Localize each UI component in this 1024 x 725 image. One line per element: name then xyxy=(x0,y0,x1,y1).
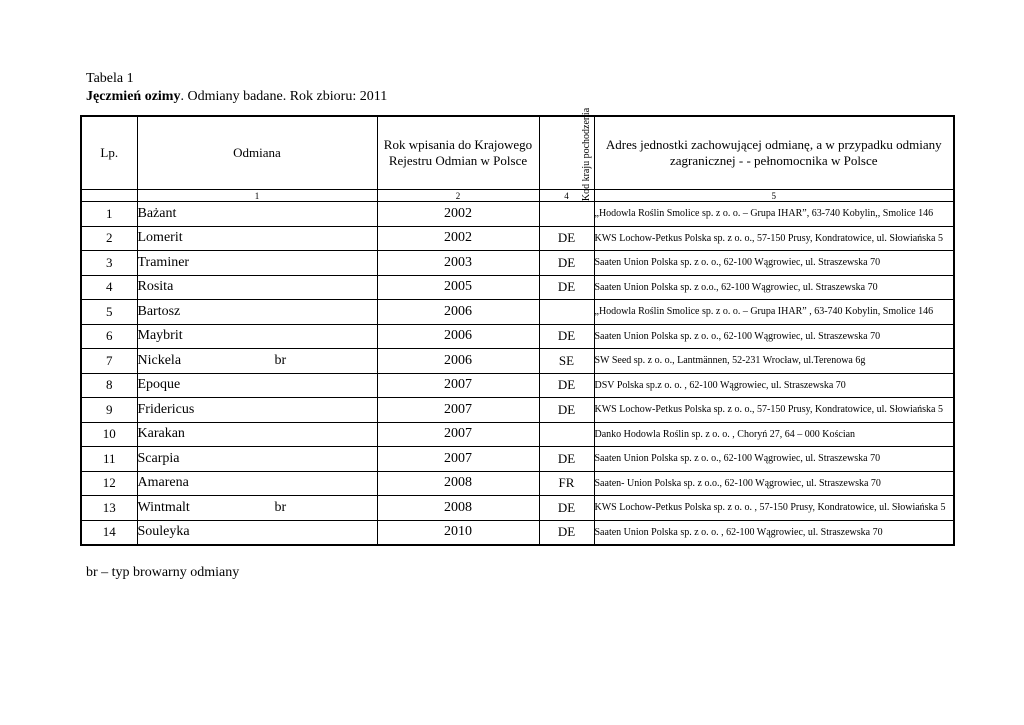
registration-year: 2003 xyxy=(377,251,539,276)
table-row xyxy=(81,300,954,325)
registration-year: 2008 xyxy=(377,471,539,496)
header-year: Rok wpisania do Krajowego Rejestru Odmian w Polsce xyxy=(377,116,539,190)
variety-name: Nickela xyxy=(137,352,182,368)
header-row xyxy=(81,116,954,190)
table-row xyxy=(81,202,954,227)
footnote: br – typ browarny odmiany xyxy=(86,565,240,580)
header-lp: Lp. xyxy=(81,116,137,190)
variety-name: Bażant xyxy=(137,205,177,221)
maintainer-address: KWS Lochow-Petkus Polska sp. z o. o., 57-150 Prusy, Kondratowice, ul. Słowiańska 5 xyxy=(594,226,954,251)
variety-cell xyxy=(137,251,377,276)
registration-year: 2002 xyxy=(377,202,539,227)
column-number-row xyxy=(81,190,954,202)
maintainer-address: „Hodowla Roślin Smolice sp. z o. o. – Grupa IHAR”, 63-740 Kobylin,, Smolice 146 xyxy=(594,202,954,227)
header-country-code xyxy=(539,107,594,202)
row-number: 1 xyxy=(81,202,137,227)
maintainer-address: Saaten Union Polska sp. z o.o., 62-100 Wągrowiec, ul. Straszewska 70 xyxy=(594,275,954,300)
column-number: 5 xyxy=(594,190,954,202)
table-row xyxy=(81,275,954,300)
table-label: Tabela 1 xyxy=(86,71,134,86)
column-number: 2 xyxy=(377,190,539,202)
country-code: FR xyxy=(539,471,594,496)
maintainer-address: KWS Lochow-Petkus Polska sp. z o. o. , 57-150 Prusy, Kondratowice, ul. Słowiańska 5 xyxy=(594,496,954,521)
maintainer-address: SW Seed sp. z o. o., Lantmännen, 52-231 Wrocław, ul.Terenowa 6g xyxy=(594,349,954,374)
country-code: SE xyxy=(539,349,594,374)
header-country-code-text: Kod kraju pochodzenia xyxy=(580,107,592,202)
registration-year: 2007 xyxy=(377,422,539,447)
maintainer-address: „Hodowla Roślin Smolice sp. z o. o. – Grupa IHAR” , 63-740 Kobylin, Smolice 146 xyxy=(594,300,954,325)
country-code: DE xyxy=(539,373,594,398)
table-title xyxy=(86,88,387,106)
column-number: 4 xyxy=(539,190,594,202)
table-row xyxy=(81,349,954,374)
maintainer-address: Saaten Union Polska sp. z o. o. , 62-100 Wągrowiec, ul. Straszewska 70 xyxy=(594,520,954,545)
registration-year: 2010 xyxy=(377,520,539,545)
registration-year: 2005 xyxy=(377,275,539,300)
table-row xyxy=(81,520,954,545)
variety-cell xyxy=(137,520,377,545)
table-row xyxy=(81,496,954,521)
country-code xyxy=(539,422,594,447)
variety-cell xyxy=(137,324,377,349)
table-row xyxy=(81,324,954,349)
column-number: 1 xyxy=(137,190,377,202)
table-row xyxy=(81,398,954,423)
table-row xyxy=(81,251,954,276)
table-row xyxy=(81,226,954,251)
header-variety: Odmiana xyxy=(137,116,377,190)
registration-year: 2006 xyxy=(377,349,539,374)
country-code: DE xyxy=(539,447,594,472)
country-code xyxy=(539,202,594,227)
row-number: 2 xyxy=(81,226,137,251)
maintainer-address: Saaten Union Polska sp. z o. o., 62-100 Wągrowiec, ul. Straszewska 70 xyxy=(594,251,954,276)
variety-name: Wintmalt xyxy=(137,499,190,515)
variety-cell xyxy=(137,447,377,472)
country-code: DE xyxy=(539,251,594,276)
country-code: DE xyxy=(539,275,594,300)
maintainer-address: Saaten- Union Polska sp. z o.o., 62-100 Wągrowiec, ul. Straszewska 70 xyxy=(594,471,954,496)
table-row xyxy=(81,447,954,472)
row-number: 6 xyxy=(81,324,137,349)
maintainer-address: Saaten Union Polska sp. z o. o., 62-100 Wągrowiec, ul. Straszewska 70 xyxy=(594,447,954,472)
table-row xyxy=(81,373,954,398)
row-number: 11 xyxy=(81,447,137,472)
table-row xyxy=(81,422,954,447)
registration-year: 2007 xyxy=(377,373,539,398)
registration-year: 2007 xyxy=(377,398,539,423)
table-row xyxy=(81,471,954,496)
row-number: 12 xyxy=(81,471,137,496)
table-caption xyxy=(86,70,387,106)
row-number: 13 xyxy=(81,496,137,521)
row-number: 8 xyxy=(81,373,137,398)
variety-name: Scarpia xyxy=(137,450,180,466)
variety-name: Souleyka xyxy=(137,524,190,540)
variety-cell xyxy=(137,471,377,496)
registration-year: 2002 xyxy=(377,226,539,251)
registration-year: 2006 xyxy=(377,300,539,325)
column-number-blank xyxy=(81,190,137,202)
variety-cell xyxy=(137,202,377,227)
variety-name: Rosita xyxy=(137,279,174,295)
country-code: DE xyxy=(539,520,594,545)
registration-year: 2006 xyxy=(377,324,539,349)
variety-name: Maybrit xyxy=(137,328,183,344)
country-code: DE xyxy=(539,496,594,521)
variety-name: Lomerit xyxy=(137,230,183,246)
header-address: Adres jednostki zachowującej odmianę, a w przypadku odmiany zagranicznej - - pełnomocnika w Polsce xyxy=(594,116,954,190)
registration-year: 2007 xyxy=(377,447,539,472)
maintainer-address: DSV Polska sp.z o. o. , 62-100 Wągrowiec, ul. Straszewska 70 xyxy=(594,373,954,398)
country-code: DE xyxy=(539,226,594,251)
variety-cell xyxy=(137,349,377,374)
registration-year: 2008 xyxy=(377,496,539,521)
row-number: 7 xyxy=(81,349,137,374)
variety-type: br xyxy=(274,499,287,515)
table-subtitle: . Odmiany badane. Rok zbioru: 2011 xyxy=(180,89,388,104)
variety-cell xyxy=(137,496,377,521)
variety-cell xyxy=(137,398,377,423)
maintainer-address: KWS Lochow-Petkus Polska sp. z o. o., 57-150 Prusy, Kondratowice, ul. Słowiańska 5 xyxy=(594,398,954,423)
variety-cell xyxy=(137,373,377,398)
country-code: DE xyxy=(539,324,594,349)
maintainer-address: Saaten Union Polska sp. z o. o., 62-100 Wągrowiec, ul. Straszewska 70 xyxy=(594,324,954,349)
variety-name: Traminer xyxy=(137,254,190,270)
country-code xyxy=(539,300,594,325)
row-number: 3 xyxy=(81,251,137,276)
variety-register-table xyxy=(80,107,955,546)
country-code: DE xyxy=(539,398,594,423)
variety-cell xyxy=(137,300,377,325)
variety-type: br xyxy=(274,352,287,368)
variety-cell xyxy=(137,422,377,447)
row-number: 5 xyxy=(81,300,137,325)
row-number: 9 xyxy=(81,398,137,423)
species-name: Jęczmień ozimy xyxy=(86,89,181,104)
variety-name: Karakan xyxy=(137,426,185,442)
table-body xyxy=(81,202,954,546)
variety-name: Amarena xyxy=(137,475,189,491)
row-number: 10 xyxy=(81,422,137,447)
variety-cell xyxy=(137,226,377,251)
variety-cell xyxy=(137,275,377,300)
variety-name: Fridericus xyxy=(137,401,195,417)
maintainer-address: Danko Hodowla Roślin sp. z o. o. , Choryń 27, 64 – 000 Kościan xyxy=(594,422,954,447)
row-number: 14 xyxy=(81,520,137,545)
variety-name: Epoque xyxy=(137,377,181,393)
row-number: 4 xyxy=(81,275,137,300)
variety-name: Bartosz xyxy=(137,303,181,319)
